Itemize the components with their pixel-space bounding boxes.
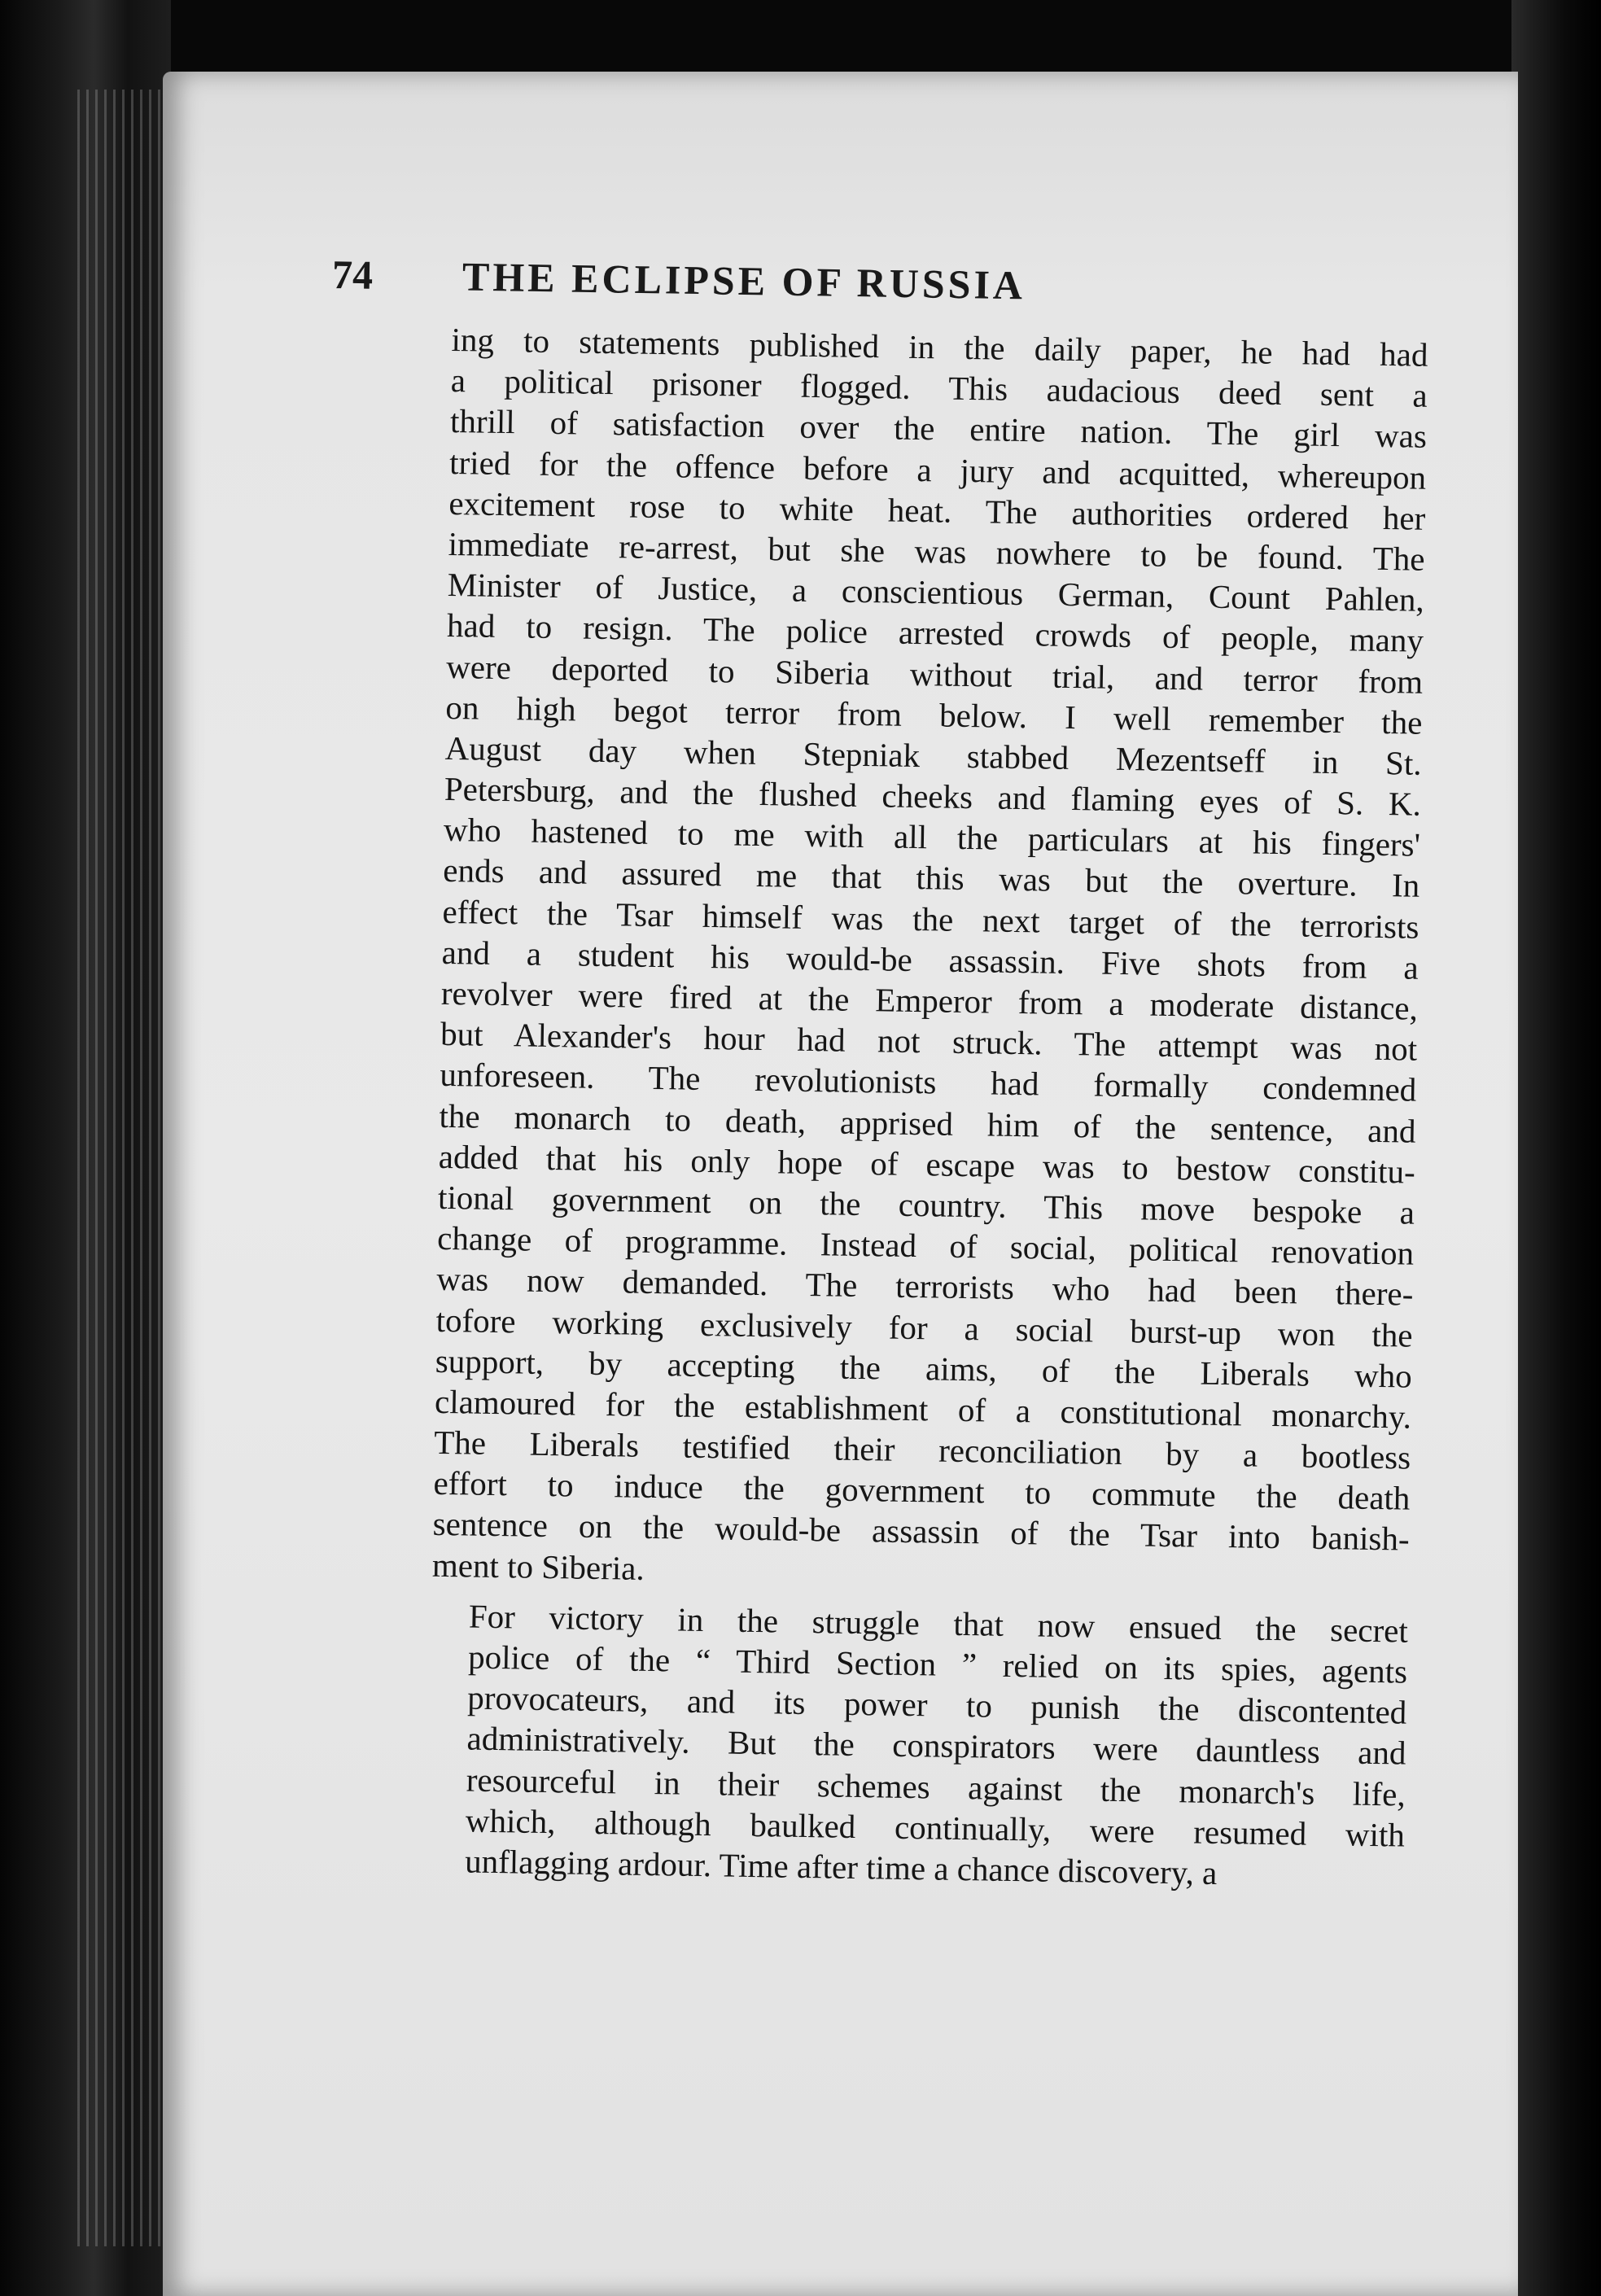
book-binding <box>0 0 171 2296</box>
text-line: on high begot terror from below. I well remember the <box>445 688 1423 741</box>
text-line: tofore working exclusively for a social burst-up won the <box>435 1301 1413 1354</box>
page-number: 74 <box>331 251 374 298</box>
text-line: the monarch to death, apprised him of the sentence, and <box>439 1096 1416 1150</box>
text-line: revolver were fired at the Emperor from a moderate distance, <box>440 973 1419 1027</box>
text-line: support, by accepting the aims, of the Liberals who <box>435 1341 1413 1395</box>
text-line: ends and assured me that this was but the overture. In <box>442 851 1420 905</box>
text-line: who hastened to me with all the particulars at his fingers' <box>443 811 1421 864</box>
book-title: THE ECLIPSE OF RUSSIA <box>461 253 1026 308</box>
right-dark-edge <box>1511 0 1601 2296</box>
text-line: had to resign. The police arrested crowds of people, many <box>446 606 1424 660</box>
text-line: immediate re-arrest, but she was nowhere to be found. The <box>448 524 1425 578</box>
text-line: thrill of satisfaction over the entire nation. The girl was <box>449 402 1428 456</box>
text-line: effort to induce the government to commute the death <box>433 1464 1411 1517</box>
text-line: effect the Tsar himself was the next target of the terrorists <box>442 892 1419 946</box>
text-line: Petersburg, and the flushed cheeks and flaming eyes of S. K. <box>444 769 1422 823</box>
text-line: resourceful in their schemes against the monarch's life, <box>466 1760 1406 1813</box>
text-line: ment to Siberia. <box>431 1546 645 1587</box>
text-line: change of programme. Instead of social, political renovation <box>436 1218 1415 1272</box>
text-line: tional government on the country. This move bespoke a <box>437 1178 1415 1231</box>
text-line: but Alexander's hour had not struck. The attempt was not <box>440 1015 1418 1068</box>
text-line: unforeseen. The revolutionists had formally condemned <box>440 1056 1417 1109</box>
text-line: For victory in the struggle that now ensued the secret <box>468 1597 1409 1650</box>
binding-page-edges <box>77 90 167 2246</box>
text-line: added that his only hope of escape was to bestow constitu- <box>438 1137 1416 1191</box>
text-line: which, although baulked continually, were resumed with <box>465 1801 1406 1854</box>
top-dark-edge <box>0 0 1601 77</box>
text-line: The Liberals testified their reconciliation by a bootless <box>433 1423 1411 1476</box>
text-line: was now demanded. The terrorists who had been there- <box>436 1260 1414 1314</box>
text-line: August day when Stepniak stabbed Mezentseff in St. <box>444 728 1422 782</box>
text-line: provocateurs, and its power to punish the discontented <box>467 1678 1407 1731</box>
text-line: were deported to Siberia without trial, and terror from <box>445 647 1424 701</box>
text-line: administratively. But the conspirators were dauntless and <box>466 1719 1406 1773</box>
body-text <box>427 319 1428 1896</box>
text-line: tried for the offence before a jury and acquitted, whereupon <box>448 443 1427 496</box>
text-line: excitement rose to white heat. The authorities ordered her <box>448 483 1426 537</box>
text-line: ing to statements published in the daily paper, he had had <box>451 320 1428 374</box>
text-line: police of the “ Third Section ” relied on its spies, agents <box>467 1638 1408 1690</box>
text-line: clamoured for the establishment of a constitutional monarchy. <box>434 1382 1412 1436</box>
paragraph-2 <box>427 1595 1408 1896</box>
text-line: Minister of Justice, a conscientious German, Count Pahlen, <box>447 566 1425 619</box>
text-line: and a student his would-be assassin. Five shots from a <box>441 933 1419 986</box>
text-line: sentence on the would-be assassin of the Tsar into banish- <box>432 1505 1410 1559</box>
text-line: a political prisoner flogged. This audacious deed sent a <box>450 361 1428 415</box>
paragraph-1 <box>432 319 1428 1600</box>
text-line: unflagging ardour. Time after time a chance discovery, a <box>464 1842 1218 1891</box>
